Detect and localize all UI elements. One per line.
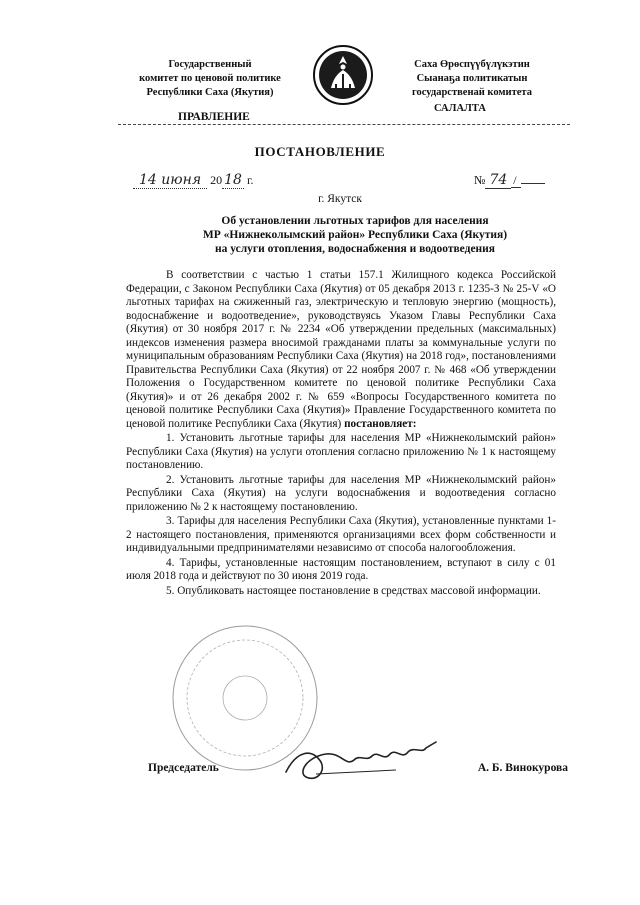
emblem-icon [312,44,374,106]
document-subject [150,214,560,256]
date-year-suffix: 18 [224,172,242,188]
header-left-subtitle: ПРАВЛЕНИЕ [178,111,250,123]
number-blank-line [521,183,545,184]
header-right-line: Сыанаҕа политикатын [416,73,528,84]
number-handwritten: 74 [485,172,511,189]
signature-title: Председатель [148,762,219,774]
header-left-block [120,58,300,100]
subject-line: на услуги отопления, водоснабжения и водоотведения [214,243,496,255]
handwritten-signature-icon [276,732,446,792]
header-left-line: комитет по ценовой политике [139,73,281,84]
body-point-2: 2. Установить льготные тарифы для населения МР «Нижнеколымский район» Республики Саха (Якутия) на услуги водоснабжения и водоотведения согласно приложению № 2 к настоящему постановлению. [126,473,556,513]
document-date [133,172,254,188]
body-point-4: 4. Тарифы, установленные настоящим постановлением, вступают в силу с 01 июля 2018 года и действуют по 30 июня 2019 года. [126,556,556,582]
header-right-line: государственай комитета [412,87,532,98]
body-point-3: 3. Тарифы для населения Республики Саха (Якутия), установленные пунктами 1-2 настоящего постановления, применяются организациями всех форм собственности и индивидуальными предпринимателями независимо от способа налогообложения. [126,515,556,554]
date-suffix: г. [246,173,254,187]
signature-name: А. Б. Винокурова [477,762,568,774]
body-intro [126,269,556,431]
subject-line: МР «Нижнеколымский район» Республики Саха (Якутия) [202,229,508,241]
intro-text: В соответствии с частью 1 статьи 157.1 Жилищного кодекса Российской Федерации, с Законом Республики Саха (Якутия) от 05 декабря 2013 г. 1235-З № 25-V «О льготных тарифах на сжиженный газ, электрическую и тепловую энергию (мощность), водоснабжение и водоотведение», руководствуясь Указом Главы Республики Саха (Якутия) от 30 ноября 2017 г. № 2234 «Об утверждении предельных (максимальных) индексов изменения размера вносимой гражданами платы за коммунальные услуги по муниципальным образованиям Республики Саха (Якутия) на 2018 год», постановлениями Правительства Республики Саха (Якутия) от 22 ноября 2007 г. № 468 «Об утверждении Положения о Государственном комитете по ценовой политике Республики Саха (Якутия)» и от 26 декабря 2002 г. № 659 «Вопросы Государственного комитета по ценовой политике Республики Саха (Якутия)» Правление Государственного комитета по ценовой политике Республики Саха (Якутия) [126,269,556,430]
header-left-line: Республики Саха (Якутия) [146,87,274,98]
subject-line: Об установлении льготных тарифов для населения [221,215,489,227]
body-point-5: 5. Опубликовать настоящее постановление в средствах массовой информации. [166,584,541,597]
document-title: ПОСТАНОВЛЕНИЕ [254,144,386,159]
intro-bold: постановляет: [344,417,417,430]
header-right-subtitle: САЛАЛТА [434,103,486,114]
number-suffix: / [511,173,520,188]
body-point-1: 1. Установить льготные тарифы для населения МР «Нижнеколымский район» Республики Саха (Якутия) на услуги отопления согласно приложению № 1 к настоящему постановлению. [126,432,556,471]
document-city: г. Якутск [318,193,362,205]
header-right-line: Саха Өрөспүүбүлүкэтин [414,59,530,70]
date-year-prefix: 20 [210,173,223,187]
header-right-block [378,58,566,100]
document-body [126,269,556,598]
document-number [474,172,545,188]
date-day-month: 14 июня [133,172,207,189]
header-left-line: Государственный [168,59,252,70]
number-prefix: № [474,173,486,187]
header-divider [118,124,570,125]
